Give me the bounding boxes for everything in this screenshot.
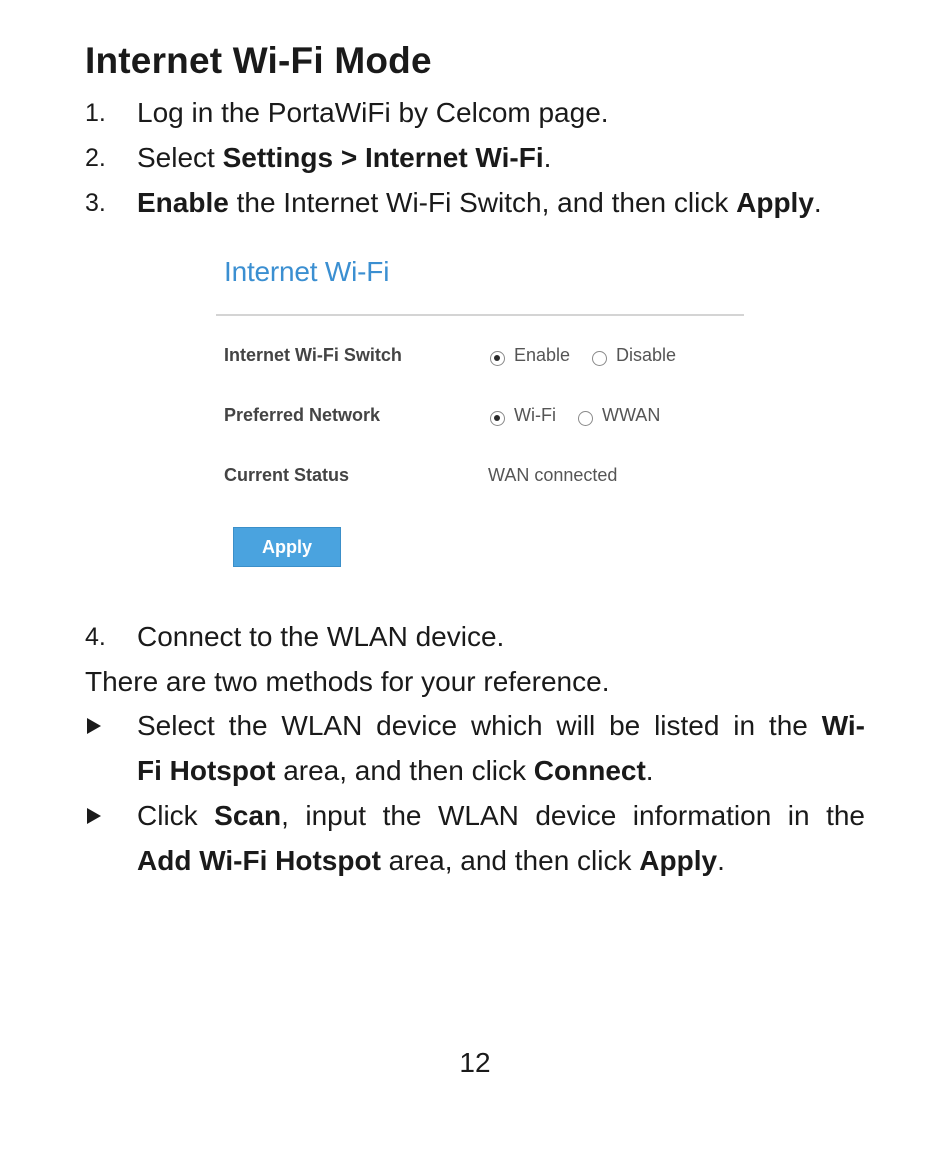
step-1-number: 1. [85,99,106,127]
step-2-pre: Select [137,142,223,173]
connect-term: Connect [533,755,646,786]
step-3-mid: the Internet Wi-Fi Switch, and then click [228,187,737,218]
method-1-mid: area, and then click [275,755,534,786]
method-1-text: Select the WLAN device which will be listed in the [137,710,822,741]
disable-option-label: Disable [616,345,677,365]
switch-label: Internet Wi-Fi Switch [224,345,402,365]
internet-wifi-screenshot [206,240,751,585]
step-4-number: 4. [85,623,106,651]
method-2-mid: area, and then click [380,845,640,876]
wifi-option-label: Wi-Fi [514,405,556,425]
method-2-pre: Click [137,800,215,831]
page-number: 12 [459,1047,491,1078]
step-2-post: . [543,142,552,173]
bullet-icon [87,808,101,824]
method-1-bold: Wi- [821,710,865,741]
screenshot-title: Internet Wi-Fi [224,256,390,287]
method-1-post: . [645,755,654,786]
step-2-number: 2. [85,144,106,172]
enable-radio[interactable] [490,351,505,366]
step-2-text [137,140,551,176]
bullet-icon [87,718,101,734]
step-1-text: Log in the PortaWiFi by Celcom page. [137,97,609,128]
step-3-enable: Enable [137,187,229,218]
step-3-text [137,185,822,221]
step-4-text: Connect to the WLAN device. [137,621,505,652]
status-label: Current Status [224,465,350,485]
methods-intro: There are two methods for your reference. [85,666,610,697]
screenshot-divider [216,314,744,316]
wwan-radio[interactable] [578,411,593,426]
step-3-apply: Apply [736,187,814,218]
method-2-line-1 [137,798,865,834]
apply-button[interactable]: Apply [233,527,341,567]
wifi-hotspot-term: Fi Hotspot [137,755,276,786]
wifi-radio[interactable] [490,411,505,426]
method-2-post: . [717,845,725,876]
method-2-line-2 [137,843,725,879]
wwan-option-label: WWAN [602,405,661,425]
method-1-line-2 [137,753,654,789]
status-value: WAN connected [488,465,618,485]
step-3-post: . [813,187,822,218]
disable-radio[interactable] [592,351,607,366]
scan-term: Scan [214,800,282,831]
method-2-text: , input the WLAN device information in the [281,800,865,831]
add-hotspot-term: Add Wi-Fi Hotspot [137,845,381,876]
page-title: Internet Wi-Fi Mode [85,40,432,81]
method-1-line-1 [137,708,865,744]
apply-term: Apply [639,845,718,876]
enable-option-label: Enable [514,345,571,365]
step-2-menu-path: Settings > Internet Wi-Fi [222,142,544,173]
network-label: Preferred Network [224,405,381,425]
step-3-number: 3. [85,189,106,217]
